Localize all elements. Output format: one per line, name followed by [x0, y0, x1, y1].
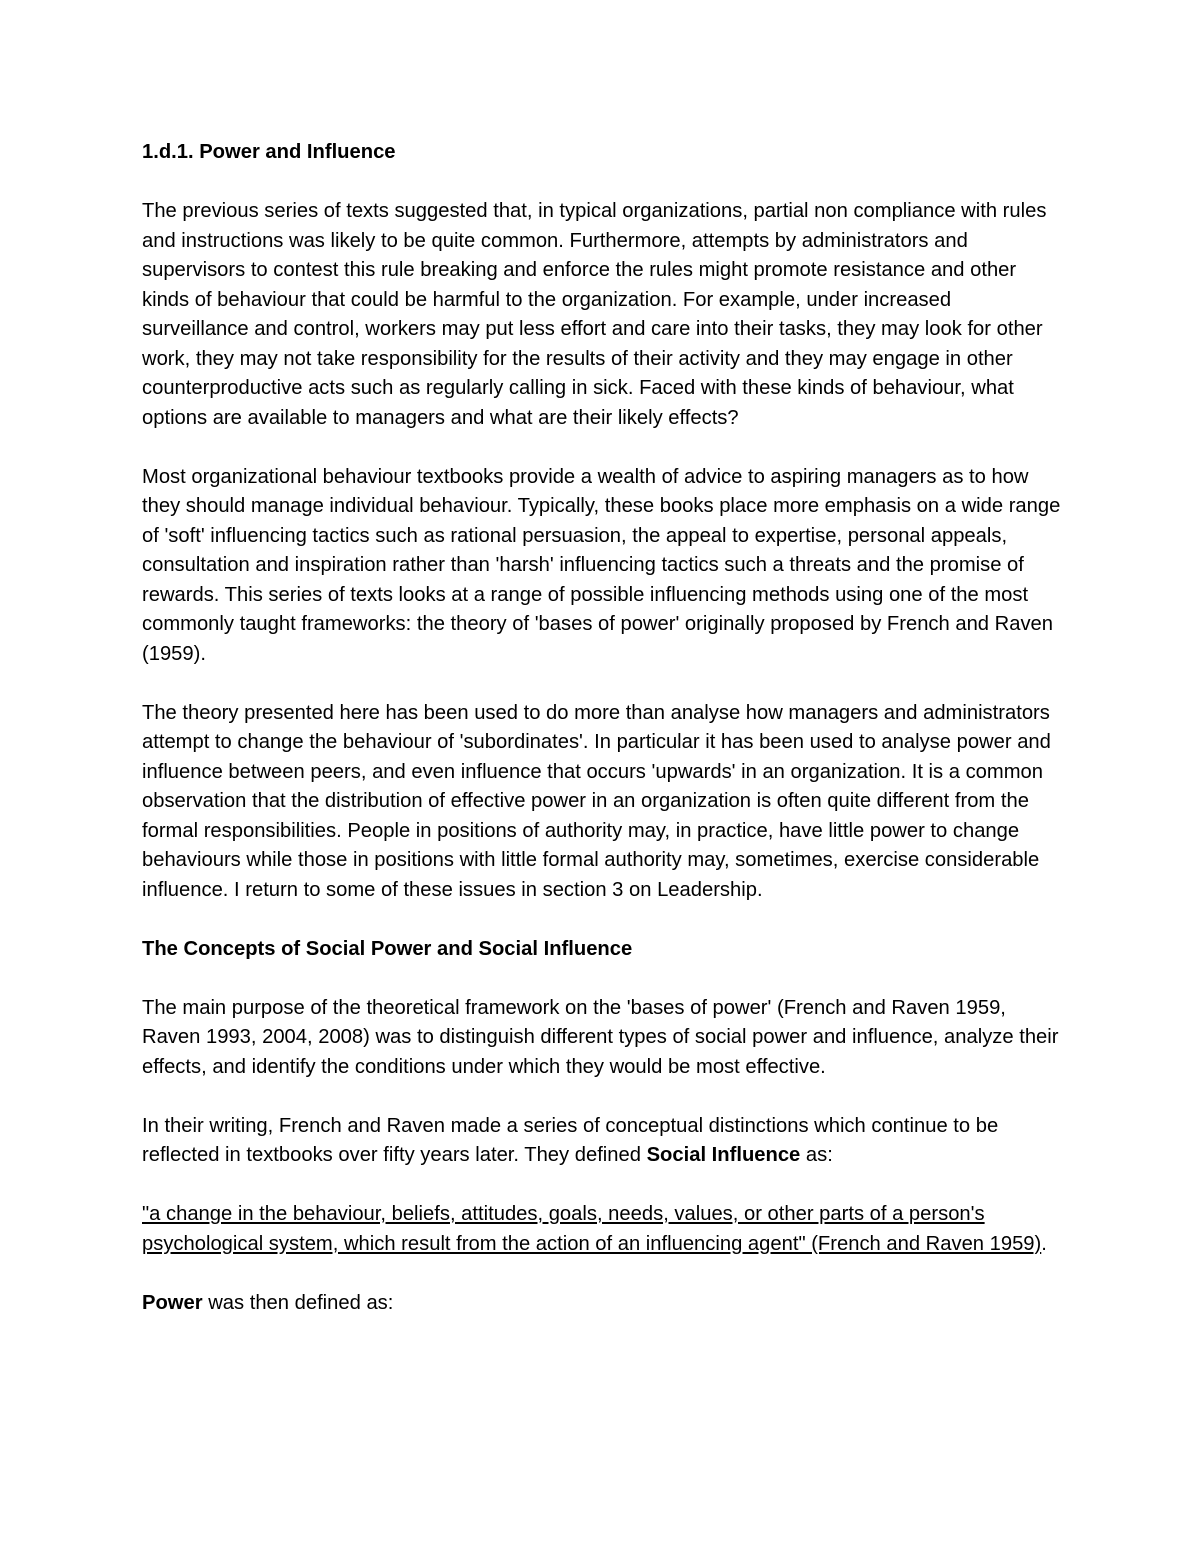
paragraph-text-start: In their writing, French and Raven made a series of conceptual distinctions which continue to be reflected in textbooks over fifty years later. They defined — [142, 1114, 999, 1166]
paragraph-theory: The theory presented here has been used to do more than analyse how managers and administrators attempt to change the behaviour of 'subordinates'. In particular it has been used to analyse power and influence between peers, and even influence that occurs 'upwards' in an organization. It is a common observation that the distribution of effective power in an organization is often quite different from the formal responsibilities. People in positions of authority may, in practice, have little power to change behaviours while those in positions with little formal authority may, sometimes, exercise considerable influence. I return to some of these issues in section 3 on Leadership. — [142, 701, 1051, 901]
subheading-concepts: The Concepts of Social Power and Social Influence — [142, 937, 633, 960]
paragraph-power-definition — [142, 1289, 1062, 1319]
paragraph-social-influence-definition — [142, 1112, 1062, 1171]
paragraph-textbooks: Most organizational behaviour textbooks provide a wealth of advice to aspiring managers as to how they should manage individual behaviour. Typically, these books place more emphasis on a wide range of 'soft' influencing tactics such as rational persuasion, the appeal to expertise, personal appeals, consultation and inspiration rather than 'harsh' influencing tactics such a threats and the promise of rewards. This series of texts looks at a range of possible influencing methods using one of the most commonly taught frameworks: the theory of 'bases of power' originally proposed by French and Raven (1959). — [142, 465, 1061, 665]
paragraph-framework-purpose: The main purpose of the theoretical framework on the 'bases of power' (French and Raven 1959, Raven 1993, 2004, 2008) was to distinguish different types of social power and influence, analyze their effects, and identify the conditions under which they would be most effective. — [142, 996, 1059, 1078]
paragraph-text-end: as: — [800, 1144, 833, 1166]
definition-quote — [142, 1200, 1062, 1259]
quote-text: "a change in the behaviour, beliefs, attitudes, goals, needs, values, or other parts of a person's psychological system, which result from the action of an influencing agent" (French and Raven 1959) — [142, 1203, 1042, 1255]
quote-period: . — [1041, 1232, 1047, 1255]
power-definition-text: was then defined as: — [202, 1291, 394, 1314]
social-influence-term: Social Influence — [646, 1144, 801, 1166]
document-page — [142, 138, 1062, 1348]
paragraph-previous-texts: The previous series of texts suggested that, in typical organizations, partial non compliance with rules and instructions was likely to be quite common. Furthermore, attempts by administrators and supervisors to contest this rule breaking and enforce the rules might promote resistance and other kinds of behaviour that could be harmful to the organization. For example, under increased surveillance and control, workers may put less effort and care into their tasks, they may look for other work, they may not take responsibility for the results of their activity and they may engage in other counterproductive acts such as regularly calling in sick. Faced with these kinds of behaviour, what options are available to managers and what are their likely effects? — [142, 200, 1047, 429]
power-term: Power — [142, 1291, 203, 1314]
section-title: 1.d.1. Power and Influence — [142, 141, 396, 163]
